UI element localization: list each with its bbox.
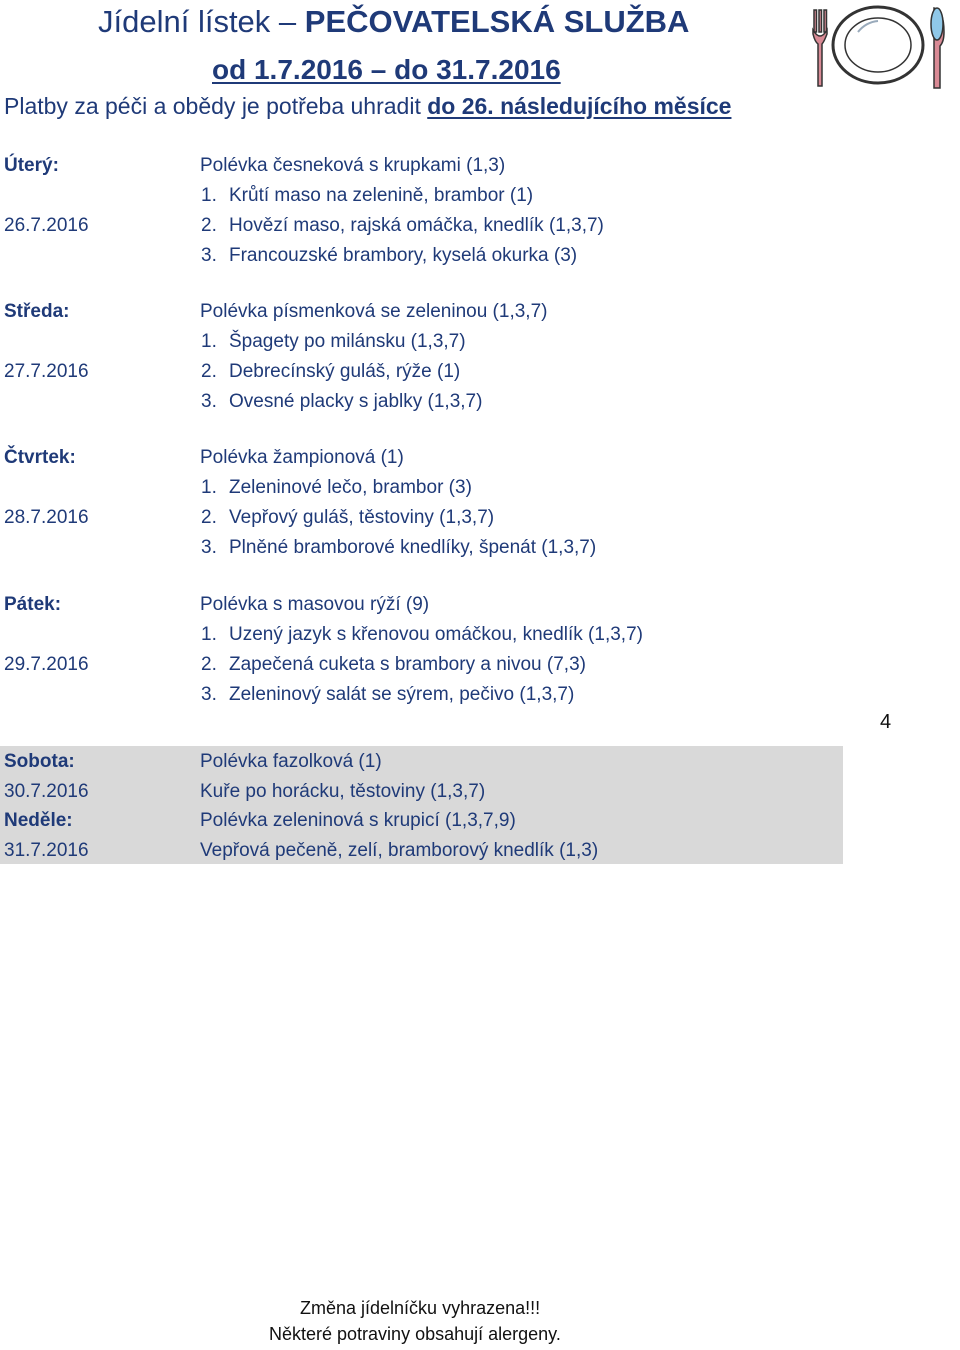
- menu-item: [201, 211, 604, 241]
- item-text: Špagety po milánsku (1,3,7): [229, 331, 466, 352]
- title-prefix: Jídelní lístek –: [98, 4, 305, 39]
- item-number: 1.: [201, 624, 217, 645]
- item-number: 1.: [201, 331, 217, 352]
- item-text: Uzený jazyk s křenovou omáčkou, knedlík (1,3,7): [229, 624, 643, 645]
- day-name: Neděle:: [4, 810, 73, 831]
- menu-item: [201, 473, 472, 503]
- day-name: Sobota:: [4, 751, 75, 772]
- menu-item: [201, 620, 643, 650]
- soup: Polévka zeleninová s krupicí (1,3,7,9): [200, 810, 516, 831]
- item-text: Plněné bramborové knedlíky, špenát (1,3,7): [229, 537, 597, 558]
- weekend-menu: [0, 746, 843, 864]
- menu-period: od 1.7.2016 – do 31.7.2016: [212, 54, 561, 85]
- page-number: 4: [880, 711, 892, 733]
- footer-notice: Změna jídelníčku vyhrazena!!!: [300, 1298, 541, 1318]
- menu-item: [201, 680, 574, 710]
- item-text: Vepřový guláš, těstoviny (1,3,7): [229, 507, 495, 528]
- main-dish: Vepřová pečeně, zelí, bramborový knedlík (1,3): [200, 840, 599, 861]
- item-number: 3.: [201, 245, 217, 266]
- item-text: Zeleninové lečo, brambor (3): [229, 477, 472, 498]
- day-date: 31.7.2016: [4, 840, 89, 861]
- day-date: 26.7.2016: [4, 215, 89, 236]
- day-date: 30.7.2016: [4, 781, 89, 802]
- item-text: Krůtí maso na zelenině, brambor (1): [229, 185, 534, 206]
- menu-item: [201, 357, 460, 387]
- item-number: 2.: [201, 654, 217, 675]
- item-text: Debrecínský guláš, rýže (1): [229, 361, 461, 382]
- payment-text: Platby za péči a obědy je potřeba uhradit: [4, 93, 428, 119]
- soup: Polévka žampionová (1): [200, 447, 404, 468]
- item-number: 1.: [201, 477, 217, 498]
- item-text: Francouzské brambory, kyselá okurka (3): [229, 245, 578, 266]
- soup: Polévka česneková s krupkami (1,3): [200, 155, 506, 176]
- menu-item: [201, 650, 586, 680]
- item-number: 1.: [201, 185, 217, 206]
- menu-item: [201, 503, 494, 533]
- menu-item: [201, 241, 577, 271]
- menu-item: [201, 387, 482, 417]
- menu-item: [201, 533, 596, 563]
- fork-plate-knife-icon: [806, 2, 956, 92]
- soup: Polévka s masovou rýží (9): [200, 594, 430, 615]
- item-text: Zapečená cuketa s brambory a nivou (7,3): [229, 654, 586, 675]
- day-name: Pátek:: [4, 594, 62, 615]
- item-number: 3.: [201, 391, 217, 412]
- menu-item: [201, 327, 466, 357]
- day-name: Úterý:: [4, 155, 59, 176]
- day-date: 27.7.2016: [4, 361, 89, 382]
- item-text: Hovězí maso, rajská omáčka, knedlík (1,3,7): [229, 215, 604, 236]
- payment-deadline: do 26. následujícího měsíce: [427, 93, 732, 119]
- item-text: Zeleninový salát se sýrem, pečivo (1,3,7): [229, 684, 575, 705]
- soup: Polévka písmenková se zeleninou (1,3,7): [200, 301, 548, 322]
- page-title: [98, 4, 689, 40]
- title-brand: PEČOVATELSKÁ SLUŽBA: [304, 4, 690, 39]
- day-name: Čtvrtek:: [4, 447, 76, 468]
- menu-item: [201, 181, 533, 211]
- day-date: 28.7.2016: [4, 507, 89, 528]
- soup: Polévka fazolková (1): [200, 751, 382, 772]
- main-dish: Kuře po horácku, těstoviny (1,3,7): [200, 781, 486, 802]
- day-date: 29.7.2016: [4, 654, 89, 675]
- day-name: Středa:: [4, 301, 70, 322]
- item-number: 2.: [201, 507, 217, 528]
- payment-note: [4, 93, 731, 120]
- item-number: 2.: [201, 361, 217, 382]
- item-number: 3.: [201, 537, 217, 558]
- allergen-notice: Některé potraviny obsahují alergeny.: [269, 1324, 561, 1344]
- item-text: Ovesné placky s jablky (1,3,7): [229, 391, 483, 412]
- item-number: 2.: [201, 215, 217, 236]
- item-number: 3.: [201, 684, 217, 705]
